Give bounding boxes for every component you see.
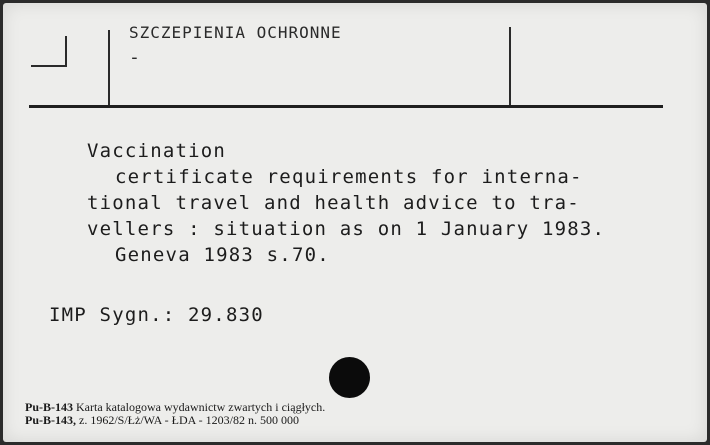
catalog-card: [3, 3, 707, 442]
corner-mark-horizontal: [31, 65, 67, 67]
footer-code: Pu-B-143: [25, 400, 73, 414]
entry-title: Vaccination: [87, 140, 227, 162]
footer-text: Karta katalogowa wydawnictw zwartych i ciągłych.: [76, 400, 326, 414]
subject-heading: SZCZEPIENIA OCHRONNE: [129, 23, 342, 42]
punch-hole: [329, 357, 370, 398]
footer-text: z. 1962/S/Łż/WA - ŁDA - 1203/82 n. 500 000: [79, 413, 299, 427]
footer-code: Pu-B-143,: [25, 413, 76, 427]
entry-line: certificate requirements for interna-: [115, 166, 583, 188]
entry-line: vellers : situation as on 1 January 1983.: [87, 218, 606, 240]
header-divider-right: [509, 27, 511, 107]
corner-mark-vertical: [65, 36, 67, 66]
entry-line: tional travel and health advice to tra-: [87, 192, 580, 214]
footer-line-2: [25, 413, 299, 428]
subject-dash: -: [129, 47, 140, 68]
header-divider-left: [108, 30, 110, 106]
entry-imprint: Geneva 1983 s.70.: [115, 244, 330, 266]
header-rule: [29, 105, 663, 108]
call-number: IMP Sygn.: 29.830: [49, 304, 264, 326]
